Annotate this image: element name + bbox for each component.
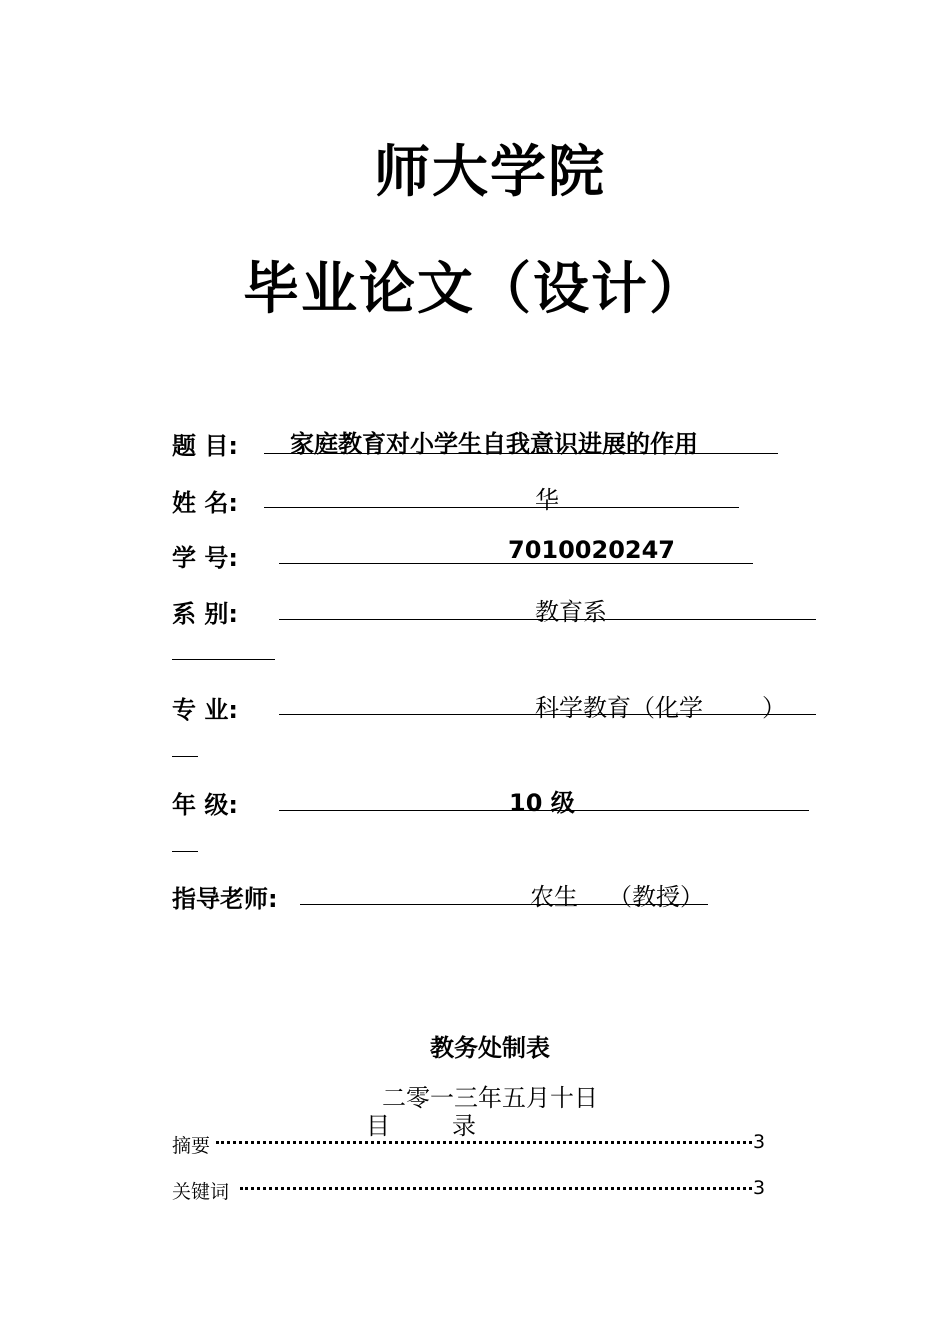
- issue-date: 二零一三年五月十日: [382, 1084, 598, 1112]
- grade-underline-cont: [172, 851, 198, 852]
- toc-leader-dots: [240, 1187, 752, 1190]
- advisor-title: （教授）: [608, 883, 704, 911]
- toc-leader-dots: [216, 1141, 752, 1144]
- toc-page-keywords: 3: [753, 1177, 766, 1199]
- department-underline-cont: [172, 659, 275, 660]
- grade-value: 10 级: [509, 789, 575, 817]
- toc-heading-1: 目: [366, 1112, 390, 1140]
- department-label: 系 别:: [172, 600, 238, 628]
- advisor-label: 指导老师:: [172, 885, 278, 913]
- student-id-value: 7010020247: [508, 536, 675, 564]
- school-title: 师大学院: [374, 140, 606, 205]
- major-value: 科学教育（化学: [535, 694, 703, 722]
- toc-item-abstract[interactable]: 摘要: [172, 1135, 211, 1157]
- topic-value: 家庭教育对小学生自我意识进展的作用: [290, 430, 698, 458]
- grade-label: 年 级:: [172, 791, 238, 819]
- topic-label: 题 目:: [172, 432, 238, 460]
- name-label: 姓 名:: [172, 489, 238, 517]
- major-label: 专 业:: [172, 696, 238, 724]
- major-value-end: ）: [762, 694, 786, 722]
- issuer-text: 教务处制表: [430, 1034, 550, 1062]
- student-id-label: 学 号:: [172, 544, 238, 572]
- toc-heading-2: 录: [452, 1112, 476, 1140]
- toc-page-abstract: 3: [753, 1131, 766, 1153]
- department-value: 教育系: [535, 598, 607, 626]
- name-value: 华: [535, 486, 559, 514]
- thesis-type-title: 毕业论文（设计）: [243, 257, 707, 322]
- major-underline-cont: [172, 756, 198, 757]
- toc-item-keywords[interactable]: 关键词: [172, 1181, 230, 1203]
- advisor-value: 农生: [530, 883, 578, 911]
- name-underline: [264, 507, 739, 508]
